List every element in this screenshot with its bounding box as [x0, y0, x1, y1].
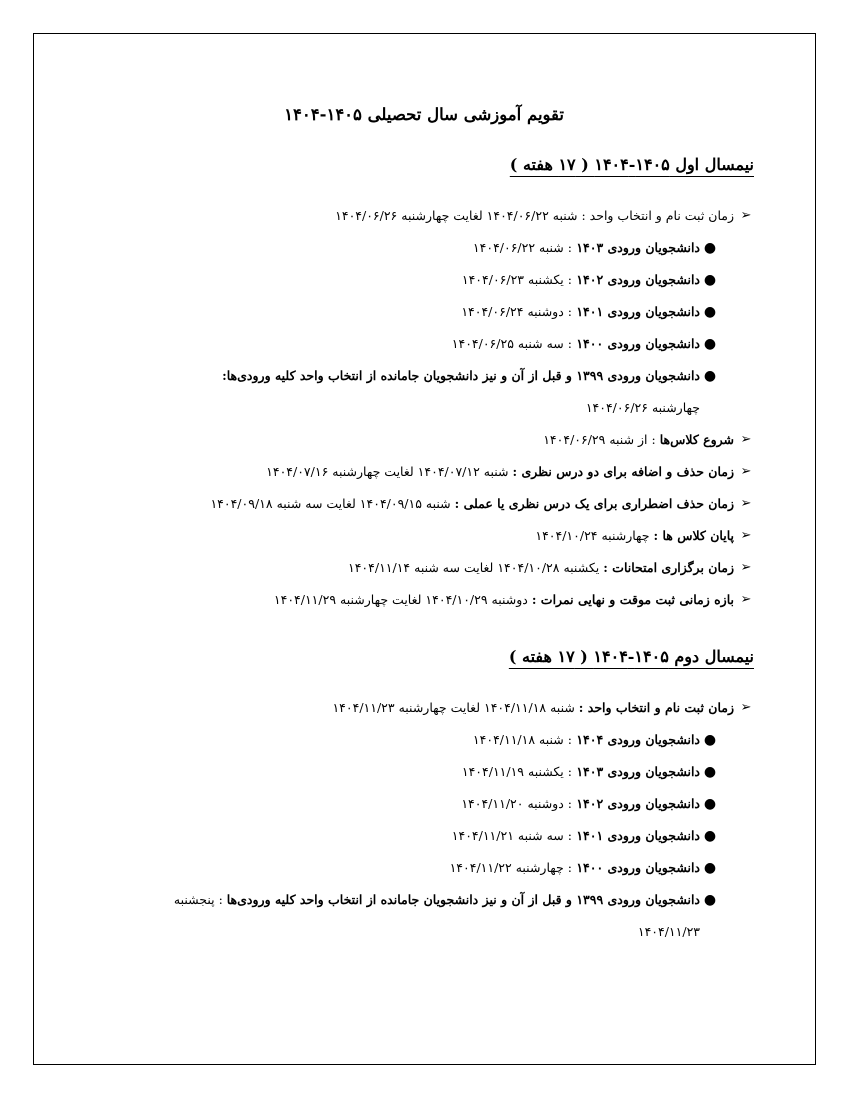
event-date: یکشنبه ۱۴۰۴/۱۰/۲۸ لغایت سه شنبه ۱۴۰۴/۱۱/۱۴: [348, 560, 604, 575]
list-item: [96, 820, 754, 852]
entry-date: : شنبه ۱۴۰۴/۱۱/۱۸: [472, 732, 572, 747]
bullet-icon: ●: [703, 764, 717, 780]
event-date: چهارشنبه ۱۴۰۴/۱۰/۲۴: [535, 528, 654, 543]
entry-label: دانشجویان ورودی ۱۴۰۴: [571, 732, 700, 747]
event-label: زمان برگزاری امتحانات :: [603, 560, 734, 575]
entry-date: : یکشنبه ۱۴۰۴/۰۶/۲۳: [461, 272, 572, 287]
list-item: [96, 692, 754, 724]
registration-dates: شنبه ۱۴۰۴/۰۶/۲۲ لغایت چهارشنبه ۱۴۰۴/۰۶/۲۶: [335, 208, 582, 223]
bullet-icon: ●: [703, 796, 717, 812]
semester-1-section: [96, 150, 754, 616]
event-date: : از شنبه ۱۴۰۴/۰۶/۲۹: [543, 432, 660, 447]
entry-date: : چهارشنبه ۱۴۰۴/۱۱/۲۲: [449, 860, 572, 875]
entry-date: : شنبه ۱۴۰۴/۰۶/۲۲: [472, 240, 572, 255]
event-label: شروع کلاس‌ها: [659, 432, 734, 447]
list-item: [96, 884, 754, 916]
arrow-check-icon: ➢: [740, 208, 752, 223]
semester-2-list: [96, 692, 754, 948]
entry-label: دانشجویان ورودی ۱۴۰۱: [571, 828, 700, 843]
semester-1-list: [96, 200, 754, 616]
list-item: [96, 424, 754, 456]
list-item: [96, 488, 754, 520]
event-date: شنبه ۱۴۰۴/۰۹/۱۵ لغایت سه شنبه ۱۴۰۴/۰۹/۱۸: [210, 496, 455, 511]
entry-date: : سه شنبه ۱۴۰۴/۱۱/۲۱: [451, 828, 572, 843]
event-label: پایان کلاس ها :: [653, 528, 734, 543]
late-entry-label: دانشجویان ورودی ۱۳۹۹ و قبل از آن و نیز دانشجویان جامانده از انتخاب واحد کلیه ورودی‌ها: [226, 892, 700, 907]
late-entry-label: دانشجویان ورودی ۱۳۹۹ و قبل از آن و نیز دانشجویان جامانده از انتخاب واحد کلیه ورودی‌ها:: [222, 368, 700, 383]
entry-label: دانشجویان ورودی ۱۴۰۱: [571, 304, 700, 319]
bullet-icon: ●: [703, 368, 717, 384]
late-entry-date: چهارشنبه ۱۴۰۴/۰۶/۲۶: [585, 400, 700, 415]
list-item: [96, 724, 754, 756]
entry-label: دانشجویان ورودی ۱۴۰۰: [571, 860, 700, 875]
semester-2-section: [96, 642, 754, 948]
bullet-icon: ●: [703, 240, 717, 256]
bullet-icon: ●: [703, 304, 717, 320]
list-item: [96, 296, 754, 328]
bullet-icon: ●: [703, 828, 717, 844]
entry-date: : سه شنبه ۱۴۰۴/۰۶/۲۵: [451, 336, 572, 351]
list-item: [96, 552, 754, 584]
list-item: [96, 360, 754, 392]
list-item: [96, 852, 754, 884]
list-item: [96, 788, 754, 820]
document-title: تقویم آموزشی سال تحصیلی ۱۴۰۵-۱۴۰۴: [284, 105, 564, 124]
list-item: [96, 200, 754, 232]
entry-date: : دوشنبه ۱۴۰۴/۰۶/۲۴: [461, 304, 572, 319]
entry-label: دانشجویان ورودی ۱۴۰۳: [571, 240, 700, 255]
arrow-check-icon: ➢: [740, 432, 752, 447]
late-entry-date: ۱۴۰۴/۱۱/۲۳: [637, 924, 700, 939]
arrow-check-icon: ➢: [740, 700, 752, 715]
late-entry-day: : پنجشنبه: [173, 892, 227, 907]
list-item: [96, 520, 754, 552]
entry-date: : دوشنبه ۱۴۰۴/۱۱/۲۰: [461, 796, 572, 811]
list-item: [96, 756, 754, 788]
entry-label: دانشجویان ورودی ۱۴۰۳: [571, 764, 700, 779]
registration-dates: شنبه ۱۴۰۴/۱۱/۱۸ لغایت چهارشنبه ۱۴۰۴/۱۱/۲۳: [332, 700, 579, 715]
bullet-icon: ●: [703, 732, 717, 748]
bullet-icon: ●: [703, 272, 717, 288]
event-label: زمان حذف و اضافه برای دو درس نظری :: [512, 464, 734, 479]
calendar-document: [96, 100, 754, 948]
list-item-continuation: [96, 392, 754, 424]
arrow-check-icon: ➢: [740, 560, 752, 575]
entry-label: دانشجویان ورودی ۱۴۰۲: [571, 796, 700, 811]
bullet-icon: ●: [703, 892, 717, 908]
list-item: [96, 584, 754, 616]
entry-date: : یکشنبه ۱۴۰۴/۱۱/۱۹: [461, 764, 572, 779]
arrow-check-icon: ➢: [740, 592, 752, 607]
list-item: [96, 232, 754, 264]
arrow-check-icon: ➢: [740, 528, 752, 543]
bullet-icon: ●: [703, 860, 717, 876]
list-item-continuation: [96, 916, 754, 948]
list-item: [96, 264, 754, 296]
list-item: [96, 456, 754, 488]
entry-label: دانشجویان ورودی ۱۴۰۰: [571, 336, 700, 351]
registration-label: زمان ثبت نام و انتخاب واحد :: [581, 208, 734, 223]
bullet-icon: ●: [703, 336, 717, 352]
event-label: بازه زمانی ثبت موقت و نهایی نمرات :: [531, 592, 734, 607]
registration-label: زمان ثبت نام و انتخاب واحد :: [578, 700, 734, 715]
event-date: شنبه ۱۴۰۴/۰۷/۱۲ لغایت چهارشنبه ۱۴۰۴/۰۷/۱۶: [266, 464, 513, 479]
event-label: زمان حذف اضطراری برای یک درس نظری یا عملی :: [454, 496, 734, 511]
entry-label: دانشجویان ورودی ۱۴۰۲: [571, 272, 700, 287]
arrow-check-icon: ➢: [740, 464, 752, 479]
list-item: [96, 328, 754, 360]
semester-2-heading: نیمسال دوم ۱۴۰۵-۱۴۰۴ ( ۱۷ هفته ): [508, 647, 754, 666]
arrow-check-icon: ➢: [740, 496, 752, 511]
semester-1-heading: نیمسال اول ۱۴۰۵-۱۴۰۴ ( ۱۷ هفته ): [509, 155, 754, 174]
event-date: دوشنبه ۱۴۰۴/۱۰/۲۹ لغایت چهارشنبه ۱۴۰۴/۱۱/۲۹: [273, 592, 532, 607]
